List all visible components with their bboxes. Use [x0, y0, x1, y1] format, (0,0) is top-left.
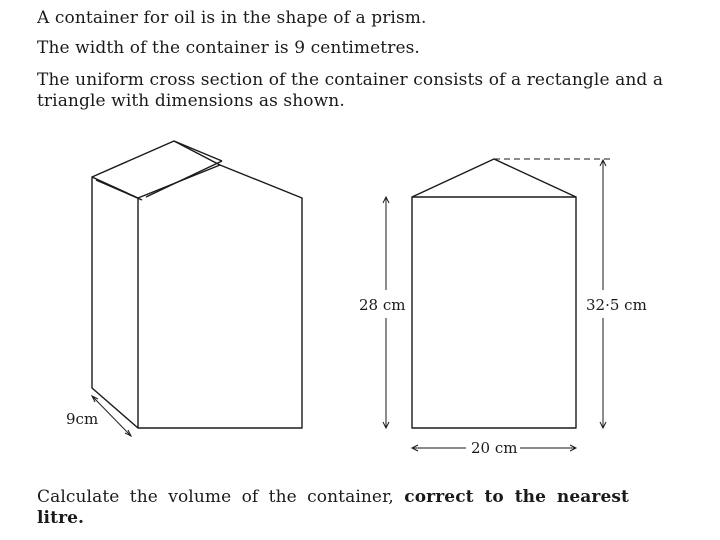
prism-3d-figure	[92, 141, 302, 428]
question-line-2: litre.	[37, 508, 85, 528]
prism-front-face	[138, 165, 302, 428]
cross-section-figure	[412, 159, 576, 428]
cross-section-rectangle	[412, 197, 576, 428]
total-height-label: 32·5 cm	[586, 296, 647, 314]
question-bold: correct to the nearest	[404, 487, 630, 507]
intro-line-3: The uniform cross section of the container consists of a rectangle and a	[37, 70, 664, 90]
question-plain: Calculate the volume of the container,	[37, 487, 394, 507]
prism-side-left-edge	[92, 177, 138, 428]
total-height-dimension	[600, 160, 606, 428]
cross-section-triangle	[412, 159, 576, 197]
intro-line-1: A container for oil is in the shape of a prism.	[37, 8, 427, 28]
rect-height-label: 28 cm	[359, 296, 406, 314]
prism-roof-ridge	[174, 141, 222, 161]
base-label: 20 cm	[471, 439, 518, 457]
intro-line-4: triangle with dimensions as shown.	[37, 91, 345, 111]
question-line-1	[37, 487, 629, 507]
width-label: 9cm	[66, 410, 99, 428]
prism-roof-front-inner	[96, 180, 142, 200]
dashed-guides	[414, 159, 610, 197]
prism-roof-slope-inner	[146, 161, 222, 197]
intro-line-2: The width of the container is 9 centimetres.	[37, 38, 420, 58]
